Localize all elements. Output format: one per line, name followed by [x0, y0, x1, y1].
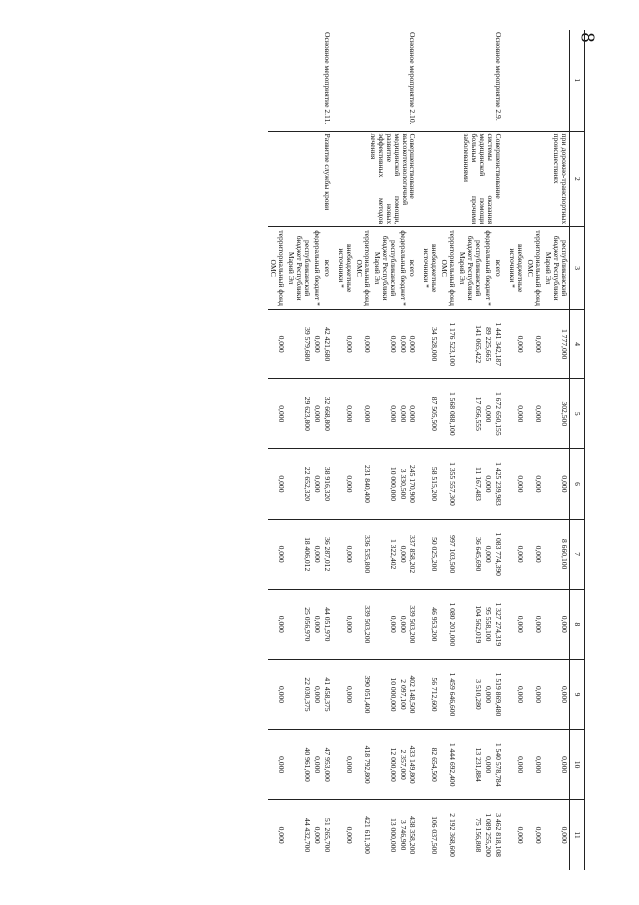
value-cell: 0,000	[268, 730, 286, 800]
value-cell: 13 000,000	[372, 800, 398, 870]
value-cell: 1 441 342,187	[493, 310, 507, 379]
value-cell: 3 510,280	[457, 659, 483, 729]
value-cell: 95 558,100	[483, 589, 493, 659]
value-cell: 0,000	[543, 659, 569, 729]
value-cell: 302,500	[543, 379, 569, 449]
measure-cell: Основное мероприятие 2.10.	[408, 32, 418, 125]
value-cell: 0,000	[336, 310, 354, 379]
value-cell: 34 528,000	[422, 310, 440, 379]
description-cell: Совершенствование системы оказания медицинской помощи больным прочими заболеваниями	[422, 131, 508, 227]
funding-source-cell: республиканский бюджет Республики Марий Эл	[543, 227, 569, 310]
value-cell: 0,000	[268, 800, 286, 870]
measure-cell: Основное мероприятие 2.9.	[494, 32, 504, 121]
value-cell: 0,000	[312, 449, 322, 519]
page-number: 8	[576, 32, 599, 43]
value-cell: 0,000	[507, 519, 525, 589]
value-cell: 39 579,680	[286, 310, 312, 379]
value-cell: 89 225,665	[483, 310, 493, 379]
value-cell: 0,000	[336, 800, 354, 870]
funding-source-cell: территориальный фонд ОМС	[525, 227, 543, 310]
value-cell: 1 083 774,390	[493, 519, 507, 589]
funding-source-cell: республиканский бюджет Республики Марий Эл	[372, 227, 398, 310]
value-cell: 0,000	[268, 449, 286, 519]
value-cell: 2 192 368,600	[439, 800, 457, 870]
value-cell: 433 149,800	[408, 730, 422, 800]
column-header-5: 5	[570, 379, 585, 449]
value-cell: 339 503,200	[408, 589, 422, 659]
column-header-1: 1	[570, 30, 585, 131]
column-header-2: 2	[570, 131, 585, 227]
value-cell: 0,000	[312, 589, 322, 659]
column-header-9: 9	[570, 659, 585, 729]
value-cell: 0,000	[507, 449, 525, 519]
value-cell: 0,000	[268, 310, 286, 379]
value-cell: 0,000	[372, 310, 398, 379]
description-cell: Совершенствование высокотехнологичной медицинской помощи, развитие новых эффективных методов лечения	[336, 131, 422, 227]
value-cell: 0,000	[525, 379, 543, 449]
value-cell: 0,000	[398, 589, 408, 659]
value-cell: 87 505,500	[422, 379, 440, 449]
value-cell: 1 080 201,000	[439, 589, 457, 659]
value-cell: 42 421,680	[322, 310, 336, 379]
value-cell: 0,000	[543, 800, 569, 870]
value-cell: 0,000	[312, 659, 322, 729]
value-cell: 0,000	[312, 800, 322, 870]
value-cell: 3 330,500	[398, 449, 408, 519]
value-cell: 36 645,690	[457, 519, 483, 589]
value-cell: 0,000	[483, 519, 493, 589]
value-cell: 1 327 274,319	[493, 589, 507, 659]
value-cell: 1 176 523,100	[439, 310, 457, 379]
value-cell: 104 562,019	[457, 589, 483, 659]
funding-source-cell: всего	[408, 227, 422, 310]
value-cell: 421 611,300	[354, 800, 372, 870]
value-cell: 3 462 818,108	[493, 800, 507, 870]
value-cell: 11 167,483	[457, 449, 483, 519]
column-header-8: 8	[570, 589, 585, 659]
value-cell: 0,000	[543, 730, 569, 800]
value-cell: 41 458,375	[322, 659, 336, 729]
value-cell: 46 953,200	[422, 589, 440, 659]
value-cell: 402 148,500	[408, 659, 422, 729]
value-cell: 1 089 255,200	[483, 800, 493, 870]
value-cell: 0,000	[336, 730, 354, 800]
funding-source-cell: внебюджетные источники *	[336, 227, 354, 310]
value-cell: 22 030,375	[286, 659, 312, 729]
value-cell: 0,000	[312, 730, 322, 800]
value-cell: 1 777,000	[543, 310, 569, 379]
value-cell: 1 540 578,784	[493, 730, 507, 800]
value-cell: 32 668,800	[322, 379, 336, 449]
value-cell: 0,000	[507, 730, 525, 800]
funding-source-cell: территориальный фонд ОМС	[354, 227, 372, 310]
value-cell: 0,000	[525, 519, 543, 589]
value-cell: 0,000	[354, 310, 372, 379]
value-cell: 10 000,000	[372, 449, 398, 519]
value-cell: 339 503,200	[354, 589, 372, 659]
value-cell: 40 961,000	[286, 730, 312, 800]
value-cell: 245 170,900	[408, 449, 422, 519]
value-cell: 0,000	[312, 310, 322, 379]
value-cell: 18 406,012	[286, 519, 312, 589]
value-cell: 0,000	[483, 379, 493, 449]
funding-source-cell: республиканский бюджет Республики Марий Эл	[286, 227, 312, 310]
value-cell: 1 519 869,480	[493, 659, 507, 729]
column-header-11: 11	[570, 800, 585, 870]
value-cell: 336 535,800	[354, 519, 372, 589]
value-cell: 50 025,200	[422, 519, 440, 589]
description-cell: Развитие службы крови	[268, 131, 336, 227]
value-cell: 38 916,320	[322, 449, 336, 519]
budget-table	[268, 30, 585, 870]
value-cell: 0,000	[398, 310, 408, 379]
value-cell: 58 515,200	[422, 449, 440, 519]
funding-source-cell: федеральный бюджет *	[312, 227, 322, 310]
description-cell: при дорожно-транспортных происшествиях	[507, 131, 569, 227]
table-row	[543, 30, 569, 870]
funding-source-cell: федеральный бюджет *	[483, 227, 493, 310]
value-cell: 2 097,100	[398, 659, 408, 729]
value-cell: 1 444 692,400	[439, 730, 457, 800]
value-cell: 1 568 088,100	[439, 379, 457, 449]
value-cell: 0,000	[312, 379, 322, 449]
value-cell: 1 459 646,600	[439, 659, 457, 729]
value-cell: 56 712,600	[422, 659, 440, 729]
funding-source-cell: территориальный фонд ОМС	[268, 227, 286, 310]
value-cell: 106 037,500	[422, 800, 440, 870]
rotated-table-container	[55, 30, 585, 870]
value-cell: 82 654,500	[422, 730, 440, 800]
value-cell: 1 425 239,983	[493, 449, 507, 519]
value-cell: 418 792,800	[354, 730, 372, 800]
value-cell: 0,000	[336, 449, 354, 519]
value-cell: 1 322,402	[372, 519, 398, 589]
value-cell: 0,000	[398, 379, 408, 449]
funding-source-cell: республиканский бюджет Республики Марий Эл	[457, 227, 483, 310]
measure-cell	[507, 30, 569, 131]
value-cell: 3 746,900	[398, 800, 408, 870]
value-cell: 0,000	[408, 310, 422, 379]
funding-source-cell: всего	[322, 227, 336, 310]
value-cell: 47 953,000	[322, 730, 336, 800]
value-cell: 10 000,000	[372, 659, 398, 729]
value-cell: 0,000	[525, 800, 543, 870]
value-cell: 0,000	[483, 659, 493, 729]
value-cell: 44 432,700	[286, 800, 312, 870]
value-cell: 0,000	[336, 379, 354, 449]
value-cell: 0,000	[336, 659, 354, 729]
table-row	[493, 30, 507, 870]
value-cell: 51 265,700	[322, 800, 336, 870]
value-cell: 337 858,202	[408, 519, 422, 589]
value-cell: 0,000	[507, 800, 525, 870]
value-cell: 8 660,100	[543, 519, 569, 589]
value-cell: 0,000	[268, 379, 286, 449]
value-cell: 1 355 557,300	[439, 449, 457, 519]
column-header-4: 4	[570, 310, 585, 379]
funding-source-cell: внебюджетные источники *	[507, 227, 525, 310]
value-cell: 0,000	[525, 730, 543, 800]
value-cell: 231 840,400	[354, 449, 372, 519]
value-cell: 141 065,422	[457, 310, 483, 379]
column-header-7: 7	[570, 519, 585, 589]
value-cell: 36 287,012	[322, 519, 336, 589]
value-cell: 0,000	[543, 449, 569, 519]
value-cell: 0,000	[507, 379, 525, 449]
column-header-10: 10	[570, 730, 585, 800]
value-cell: 44 051,970	[322, 589, 336, 659]
value-cell: 0,000	[525, 310, 543, 379]
value-cell: 0,000	[354, 379, 372, 449]
measure-cell: Основное мероприятие 2.11.	[322, 32, 332, 125]
table-row	[322, 30, 336, 870]
value-cell: 29 623,800	[286, 379, 312, 449]
table-body	[268, 30, 570, 870]
value-cell: 0,000	[483, 449, 493, 519]
value-cell: 390 051,400	[354, 659, 372, 729]
value-cell: 0,000	[268, 519, 286, 589]
value-cell: 0,000	[507, 310, 525, 379]
column-header-6: 6	[570, 449, 585, 519]
value-cell: 0,000	[268, 589, 286, 659]
value-cell: 0,000	[525, 589, 543, 659]
value-cell: 0,000	[507, 659, 525, 729]
value-cell: 25 056,970	[286, 589, 312, 659]
value-cell: 17 056,555	[457, 379, 483, 449]
value-cell: 0,000	[312, 519, 322, 589]
value-cell: 0,000	[372, 379, 398, 449]
funding-source-cell: всего	[493, 227, 507, 310]
value-cell: 997 103,500	[439, 519, 457, 589]
value-cell: 0,000	[336, 519, 354, 589]
value-cell: 0,000	[543, 589, 569, 659]
value-cell: 0,000	[336, 589, 354, 659]
header-row	[570, 30, 585, 870]
column-header-3: 3	[570, 227, 585, 310]
value-cell: 2 357,000	[398, 730, 408, 800]
value-cell: 0,000	[525, 659, 543, 729]
value-cell: 0,000	[525, 449, 543, 519]
funding-source-cell: внебюджетные источники *	[422, 227, 440, 310]
value-cell: 0,000	[398, 519, 408, 589]
funding-source-cell: территориальный фонд ОМС	[439, 227, 457, 310]
table-row	[408, 30, 422, 870]
value-cell: 0,000	[507, 589, 525, 659]
value-cell: 22 652,320	[286, 449, 312, 519]
value-cell: 0,000	[268, 659, 286, 729]
value-cell: 12 000,000	[372, 730, 398, 800]
value-cell: 75 156,808	[457, 800, 483, 870]
value-cell: 438 358,200	[408, 800, 422, 870]
value-cell: 1 672 650,155	[493, 379, 507, 449]
funding-source-cell: федеральный бюджет *	[398, 227, 408, 310]
value-cell: 0,000	[483, 730, 493, 800]
value-cell: 0,000	[408, 379, 422, 449]
value-cell: 0,000	[372, 589, 398, 659]
value-cell: 13 231,884	[457, 730, 483, 800]
